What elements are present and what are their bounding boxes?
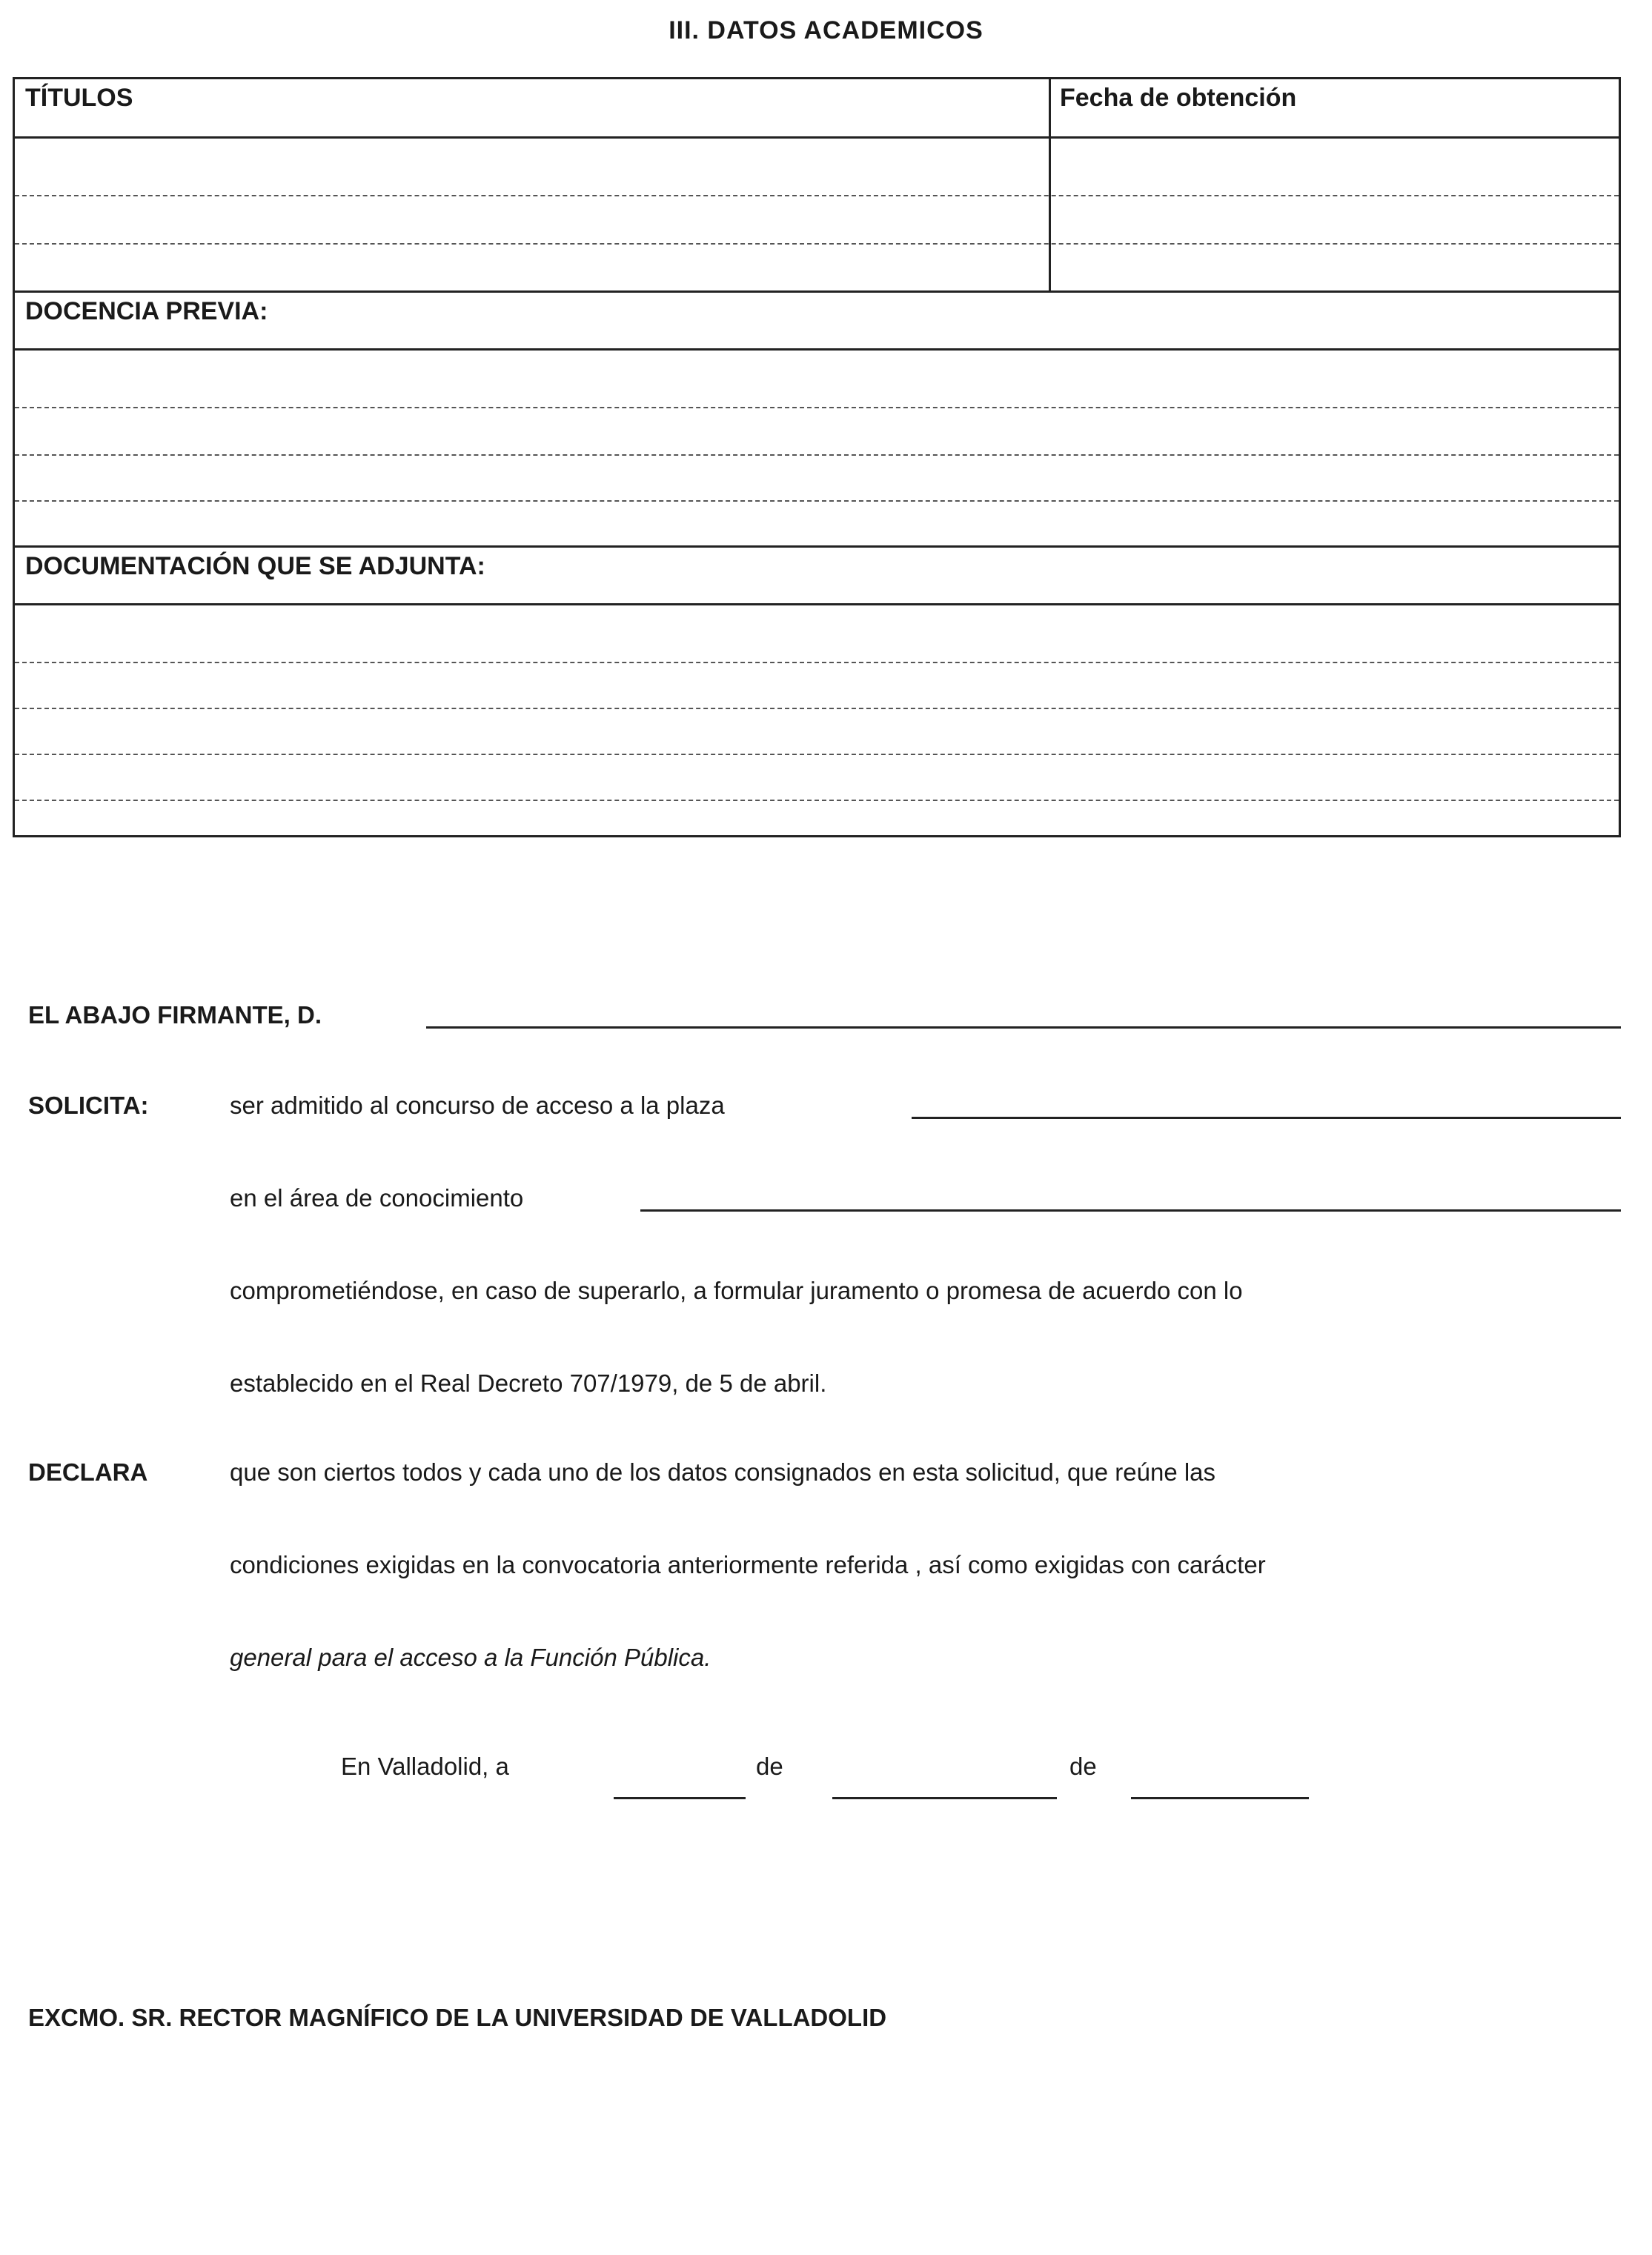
plaza-field[interactable]	[912, 1117, 1621, 1119]
documentacion-entry-row-2[interactable]	[15, 663, 1619, 709]
fecha-obtencion-header: Fecha de obtención	[1060, 84, 1297, 112]
declara-text-3: general para el acceso a la Función Pública.	[230, 1644, 711, 1671]
titulo-entry-row-3[interactable]	[15, 245, 1619, 293]
declara-text-1: que son ciertos todos y cada uno de los datos consignados en esta solicitud, que reúne las	[230, 1458, 1216, 1486]
addressee: EXCMO. SR. RECTOR MAGNÍFICO DE LA UNIVERSIDAD DE VALLADOLID	[28, 2004, 887, 2031]
day-field[interactable]	[614, 1797, 746, 1799]
solicita-label: SOLICITA:	[28, 1092, 149, 1119]
place-prefix: En Valladolid, a	[341, 1753, 509, 1780]
solicita-text-2: en el área de conocimiento	[230, 1184, 524, 1212]
titulo-entry-row-1[interactable]	[15, 139, 1619, 196]
titulos-header-row	[15, 79, 1619, 139]
firmante-name-field[interactable]	[426, 1026, 1621, 1029]
solicita-text-1: ser admitido al concurso de acceso a la plaza	[230, 1092, 725, 1119]
de-label-1: de	[756, 1753, 783, 1780]
column-divider	[1049, 79, 1051, 293]
documentacion-entry-row-5[interactable]	[15, 801, 1619, 835]
documentacion-entry-row-4[interactable]	[15, 755, 1619, 801]
docencia-previa-header: DOCENCIA PREVIA:	[25, 297, 268, 325]
solicita-text-4: establecido en el Real Decreto 707/1979, de 5 de abril.	[230, 1369, 827, 1397]
docencia-entry-row-2[interactable]	[15, 408, 1619, 456]
titulos-header: TÍTULOS	[25, 84, 133, 112]
declara-text-2: condiciones exigidas en la convocatoria anteriormente referida , así como exigidas con carácter	[230, 1551, 1266, 1578]
de-label-2: de	[1069, 1753, 1097, 1780]
docencia-entry-row-4[interactable]	[15, 502, 1619, 548]
docencia-entry-row-1[interactable]	[15, 351, 1619, 408]
documentacion-header-row	[15, 548, 1619, 605]
docencia-entry-row-3[interactable]	[15, 456, 1619, 502]
documentacion-entry-row-3[interactable]	[15, 709, 1619, 755]
solicita-text-3: comprometiéndose, en caso de superarlo, a formular juramento o promesa de acuerdo con lo	[230, 1277, 1243, 1304]
documentacion-entry-row-1[interactable]	[15, 605, 1619, 663]
month-field[interactable]	[832, 1797, 1057, 1799]
firmante-label: EL ABAJO FIRMANTE, D.	[28, 1001, 322, 1029]
area-conocimiento-field[interactable]	[640, 1209, 1621, 1212]
section-title: III. DATOS ACADEMICOS	[669, 16, 983, 44]
docencia-header-row	[15, 293, 1619, 351]
academic-data-table	[13, 77, 1621, 837]
titulo-entry-row-2[interactable]	[15, 196, 1619, 245]
documentacion-header: DOCUMENTACIÓN QUE SE ADJUNTA:	[25, 552, 485, 580]
declara-label: DECLARA	[28, 1458, 148, 1486]
year-field[interactable]	[1131, 1797, 1309, 1799]
